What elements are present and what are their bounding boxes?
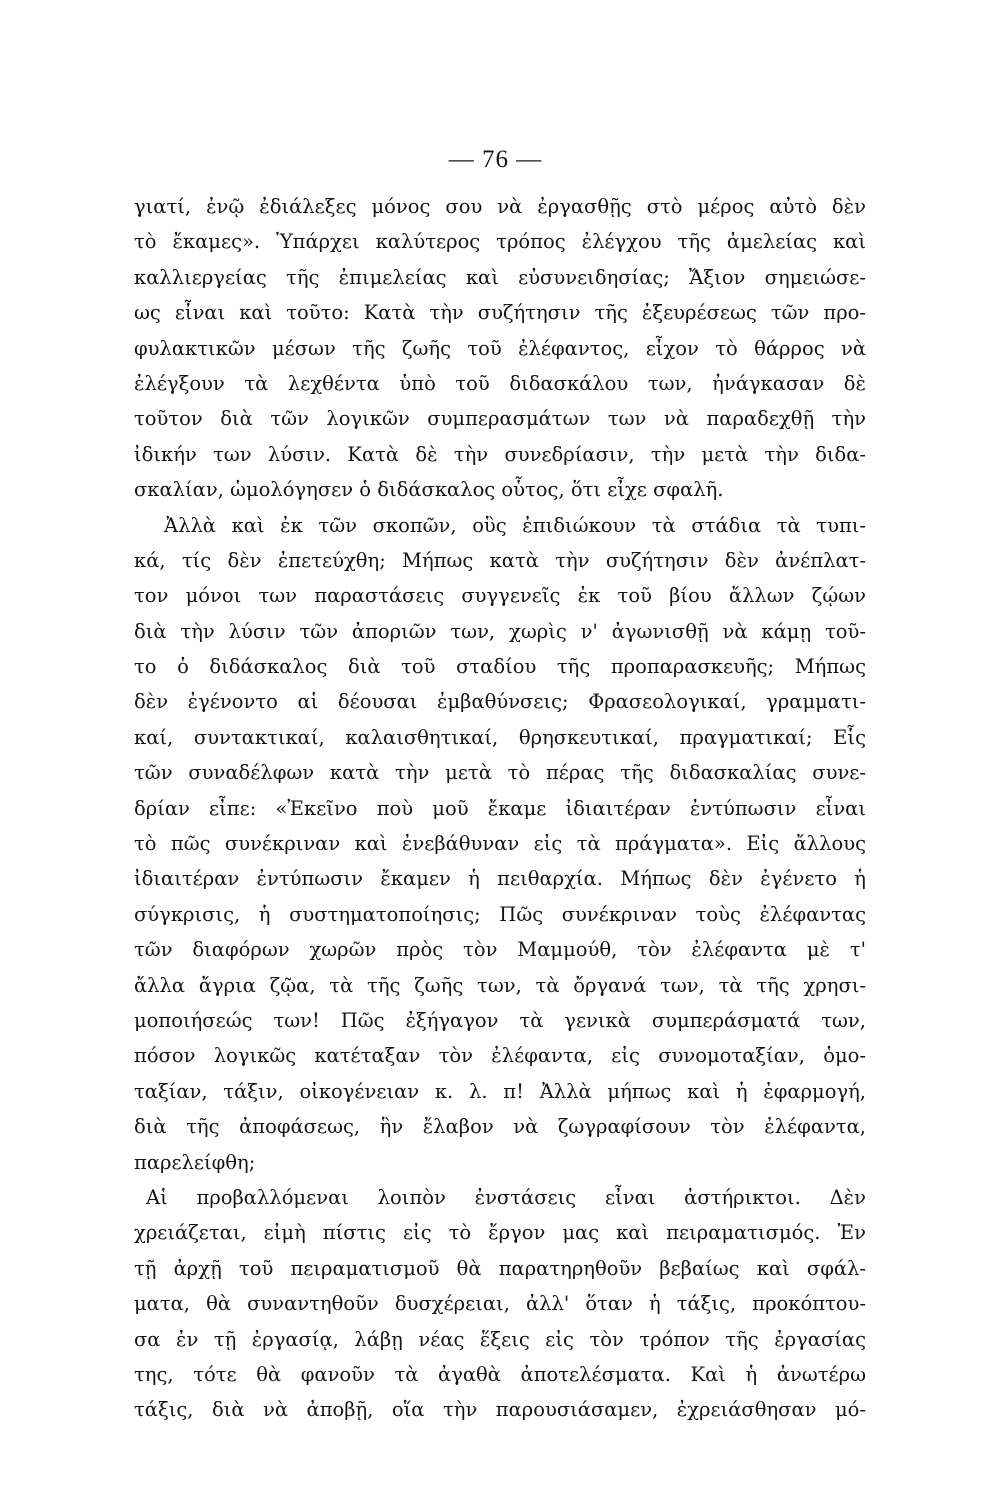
text-line: τάξις, διὰ νὰ ἀποβῇ, οἵα τὴν παρουσιάσαμεν, ἐχρειάσθησαν μό- <box>134 1398 866 1422</box>
text-line: τῇ ἀρχῇ τοῦ πειραματισμοῦ θὰ παρατηρηθοῦν βεβαίως καὶ σφάλ- <box>134 1256 866 1280</box>
text-line: παρελείφθη; <box>134 1150 256 1174</box>
text-line: τον μόνοι των παραστάσεις συγγενεῖς ἐκ τοῦ βίου ἄλλων ζῴων <box>134 584 866 608</box>
page-number: — 76 — <box>448 146 543 173</box>
text-line: διὰ τῆς ἀποφάσεως, ἣν ἔλαβον νὰ ζωγραφίσουν τὸν ἐλέφαντα, <box>134 1115 866 1139</box>
text-line: τοῦτον διὰ τῶν λογικῶν συμπερασμάτων των νὰ παραδεχθῇ τὴν <box>134 407 866 431</box>
text-line: καί, συντακτικαί, καλαισθητικαί, θρησκευτικαί, πραγματικαί; Εἷς <box>134 725 866 749</box>
text-line: μοποιήσεώς των! Πῶς ἐξήγαγον τὰ γενικὰ συμπεράσματά των, <box>134 1008 866 1032</box>
text-line: ταξίαν, τάξιν, οἰκογένειαν κ. λ. π! Ἀλλὰ μήπως καὶ ἡ ἐφαρμογή, <box>134 1079 866 1103</box>
text-line: ἄλλα ἄγρια ζῷα, τὰ τῆς ζωῆς των, τὰ ὄργανά των, τὰ τῆς χρησι- <box>134 973 866 997</box>
text-line: πόσον λογικῶς κατέταξαν τὸν ἐλέφαντα, εἰς συνομοταξίαν, ὁμο- <box>134 1044 866 1068</box>
text-line: σα ἐν τῇ ἐργασίᾳ, λάβῃ νέας ἕξεις εἰς τὸν τρόπον τῆς ἐργασίας <box>134 1327 866 1351</box>
text-line: τῶν διαφόρων χωρῶν πρὸς τὸν Μαμμούθ, τὸν ἐλέφαντα μὲ τ' <box>134 938 866 962</box>
text-line: φυλακτικῶν μέσων τῆς ζωῆς τοῦ ἐλέφαντος, εἶχον τὸ θάρρος νὰ <box>134 336 866 360</box>
text-line: δὲν ἐγένοντο αἱ δέουσαι ἐμβαθύνσεις; Φρασεολογικαί, γραμματι- <box>134 690 866 714</box>
text-line: δρίαν εἶπε: «Ἐκεῖνο ποὺ μοῦ ἔκαμε ἰδιαιτέραν ἐντύπωσιν εἶναι <box>134 796 866 820</box>
text-line: ματα, θὰ συναντηθοῦν δυσχέρειαι, ἀλλ' ὅταν ἡ τάξις, προκόπτου- <box>134 1292 866 1316</box>
text-line: σύγκρισις, ἡ συστηματοποίησις; Πῶς συνέκριναν τοὺς ἐλέφαντας <box>134 902 866 926</box>
text-line: της, τότε θὰ φανοῦν τὰ ἀγαθὰ ἀποτελέσματα. Καὶ ἡ ἀνωτέρω <box>134 1362 866 1386</box>
text-line: γιατί, ἐνῷ ἐδιάλεξες μόνος σου νὰ ἐργασθῇς στὸ μέρος αὐτὸ δὲν <box>134 195 866 218</box>
text-line: ἰδιαιτέραν ἐντύπωσιν ἔκαμεν ἡ πειθαρχία. Μήπως δὲν ἐγένετο ἡ <box>134 867 866 891</box>
text-line: τῶν συναδέλφων κατὰ τὴν μετὰ τὸ πέρας τῆς διδασκαλίας συνε- <box>134 761 866 785</box>
text-line: διὰ τὴν λύσιν τῶν ἀποριῶν των, χωρὶς ν' ἀγωνισθῇ νὰ κάμῃ τοῦ- <box>134 619 866 643</box>
paragraph-start-line: Ἀλλὰ καὶ ἐκ τῶν σκοπῶν, οὓς ἐπιδιώκουν τὰ στάδια τὰ τυπι- <box>164 513 866 537</box>
text-line: κά, τίς δὲν ἐπετεύχθη; Μήπως κατὰ τὴν συζήτησιν δὲν ἀνέπλατ- <box>134 548 866 572</box>
body-text <box>134 189 866 1428</box>
text-line: τὸ πῶς συνέκριναν καὶ ἐνεβάθυναν εἰς τὰ πράγματα». Εἰς ἄλλους <box>134 832 866 856</box>
paragraph-start-line: Αἱ προβαλλόμεναι λοιπὸν ἐνστάσεις εἶναι ἀστήρικτοι. Δὲν <box>146 1185 866 1209</box>
text-line: το ὁ διδάσκαλος διὰ τοῦ σταδίου τῆς προπαρασκευῆς; Μήπως <box>134 655 866 679</box>
text-line: καλλιεργείας τῆς ἐπιμελείας καὶ εὐσυνειδησίας; Ἄξιον σημειώσε- <box>134 265 866 289</box>
text-line: ως εἶναι καὶ τοῦτο: Κατὰ τὴν συζήτησιν τῆς ἐξευρέσεως τῶν προ- <box>134 301 866 325</box>
text-line: ἐλέγξουν τὰ λεχθέντα ὑπὸ τοῦ διδασκάλου των, ἠνάγκασαν δὲ <box>134 371 866 395</box>
text-line: σκαλίαν, ὡμολόγησεν ὁ διδάσκαλος οὗτος, ὅτι εἶχε σφαλῆ. <box>134 478 724 502</box>
text-line: ἰδικήν των λύσιν. Κατὰ δὲ τὴν συνεδρίασιν, τὴν μετὰ τὴν διδα- <box>134 442 866 466</box>
text-line: χρειάζεται, εἰμὴ πίστις εἰς τὸ ἔργον μας καὶ πειραματισμός. Ἐν <box>134 1221 866 1245</box>
text-line: τὸ ἔκαμες». Ὑπάρχει καλύτερος τρόπος ἐλέγχου τῆς ἀμελείας καὶ <box>134 230 866 254</box>
